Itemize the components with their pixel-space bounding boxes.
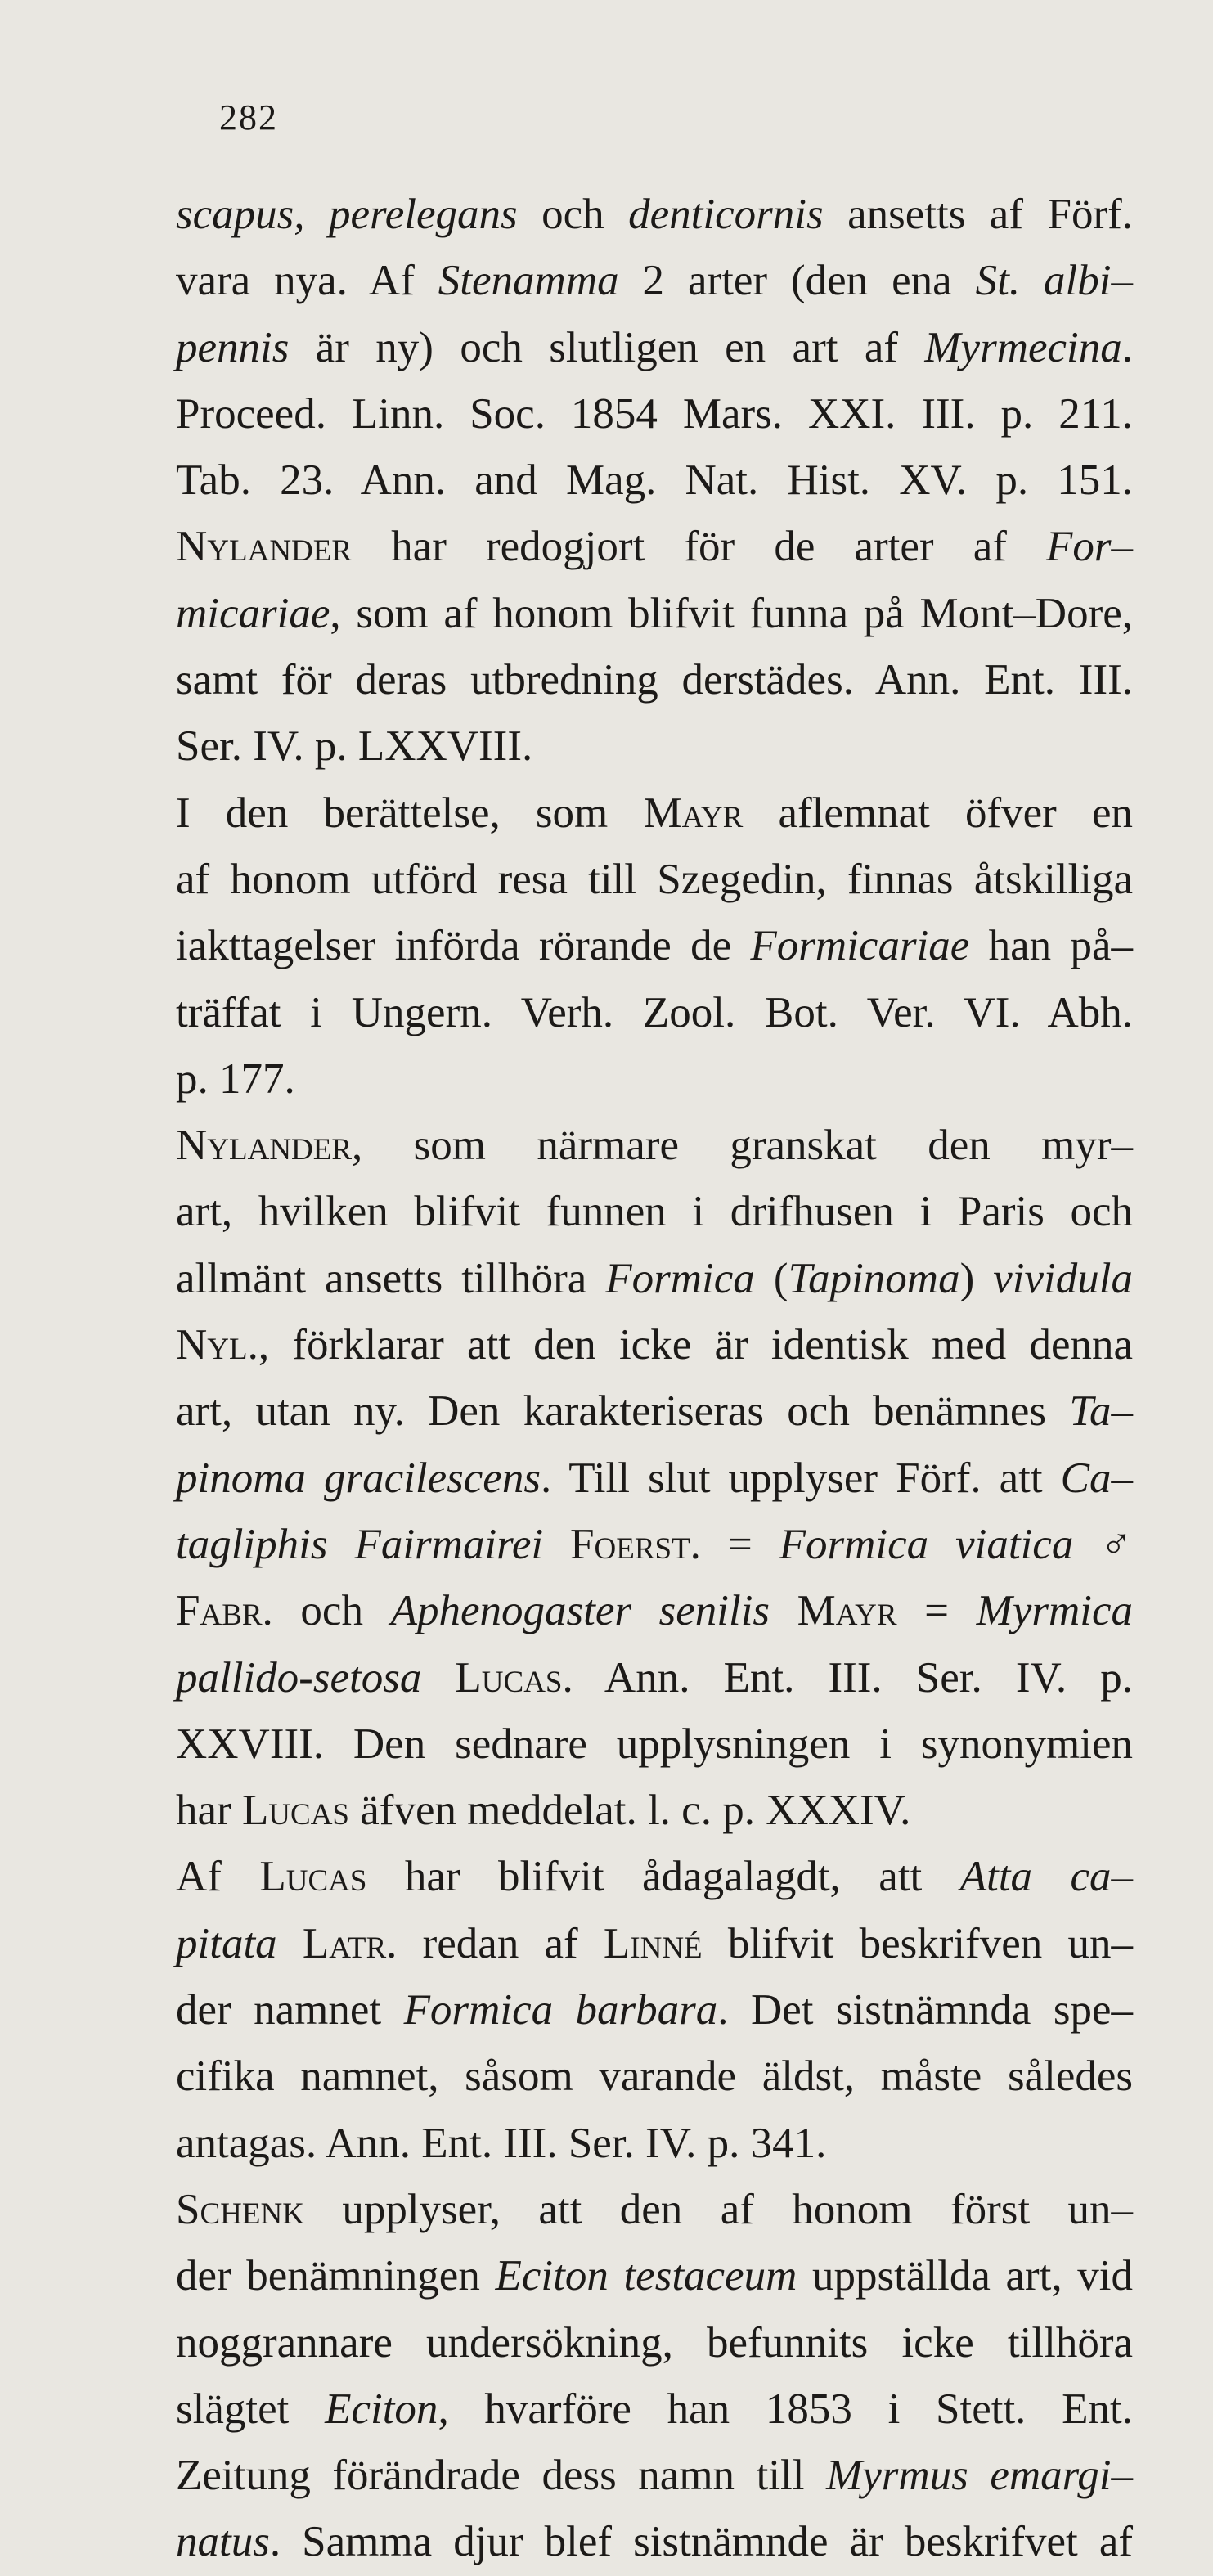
- text-line: pennis är ny) och slutligen en art af Myrmecina.: [176, 323, 1133, 371]
- text-line: träffat i Ungern. Verh. Zool. Bot. Ver. VI. Abh.: [176, 988, 1133, 1036]
- text-line: scapus, perelegans och denticornis ansetts af Förf.: [176, 191, 1133, 238]
- text-line: Nylander har redogjort för de arter af For–: [176, 523, 1133, 571]
- text-line: art, hvilken blifvit funnen i drifhusen i Paris och: [176, 1188, 1133, 1236]
- text-line: pinoma gracilescens. Till slut upplyser Förf. att Ca–: [176, 1454, 1133, 1502]
- text-line: Schenk upplyser, att den af honom först un–: [176, 2185, 1133, 2233]
- text-line: tagliphis Fairmairei Foerst. = Formica viatica ♂: [176, 1520, 1133, 1568]
- text-line: I den berättelse, som Mayr aflemnat öfver en: [176, 789, 1133, 837]
- text-line: af honom utförd resa till Szegedin, finnas åtskilliga: [176, 855, 1133, 903]
- text-line: micariae, som af honom blifvit funna på Mont–Dore,: [176, 589, 1133, 637]
- text-line: XXVIII. Den sednare upplysningen i synonymien: [176, 1720, 1133, 1768]
- text-line: Zeitung förändrade dess namn till Myrmus emargi–: [176, 2452, 1133, 2500]
- text-line: Af Lucas har blifvit ådagalagdt, att Atta ca–: [176, 1853, 1133, 1901]
- text-line: Nyl., förklarar att den icke är identisk med denna: [176, 1321, 1133, 1369]
- page-number: 282: [219, 97, 278, 137]
- text-line: cifika namnet, såsom varande äldst, måste således: [176, 2052, 1133, 2101]
- text-line: slägtet Eciton, hvarföre han 1853 i Stett. Ent.: [176, 2385, 1133, 2433]
- text-line: Tab. 23. Ann. and Mag. Nat. Hist. XV. p. 151.: [176, 456, 1133, 505]
- text-line: Fabr. och Aphenogaster senilis Mayr = Myrmica: [176, 1587, 1133, 1635]
- text-line: Ser. IV. p. LXXVIII.: [176, 722, 533, 771]
- text-line: iakttagelser införda rörande de Formicariae han på–: [176, 922, 1133, 970]
- text-line: Proceed. Linn. Soc. 1854 Mars. XXI. III. p. 211.: [176, 389, 1133, 438]
- text-line: har Lucas äfven meddelat. l. c. p. XXXIV.: [176, 1787, 911, 1835]
- text-line: allmänt ansetts tillhöra Formica (Tapinoma) vividula: [176, 1254, 1133, 1302]
- text-line: pitata Latr. redan af Linné blifvit beskrifven un–: [176, 1919, 1134, 1967]
- text-line: der namnet Formica barbara. Det sistnämnda spe–: [176, 1986, 1133, 2034]
- text-line: der benämningen Eciton testaceum uppställda art, vid: [176, 2252, 1133, 2300]
- text-line: vara nya. Af Stenamma 2 arter (den ena St. albi–: [176, 257, 1133, 305]
- text-line: samt för deras utbredning derstädes. Ann. Ent. III.: [176, 656, 1133, 704]
- text-line: Nylander, som närmare granskat den myr–: [176, 1122, 1133, 1170]
- body-text: [176, 182, 1133, 2576]
- text-line: pallido-setosa Lucas. Ann. Ent. III. Ser. IV. p.: [176, 1653, 1134, 1702]
- text-line: antagas. Ann. Ent. III. Ser. IV. p. 341.: [176, 2119, 827, 2167]
- text-line: natus. Samma djur blef sistnämnde är beskrifvet af: [176, 2518, 1133, 2566]
- text-line: art, utan ny. Den karakteriseras och benämnes Ta–: [176, 1387, 1133, 1436]
- text-line: noggrannare undersökning, befunnits icke tillhöra: [176, 2318, 1133, 2367]
- text-line: p. 177.: [176, 1054, 295, 1103]
